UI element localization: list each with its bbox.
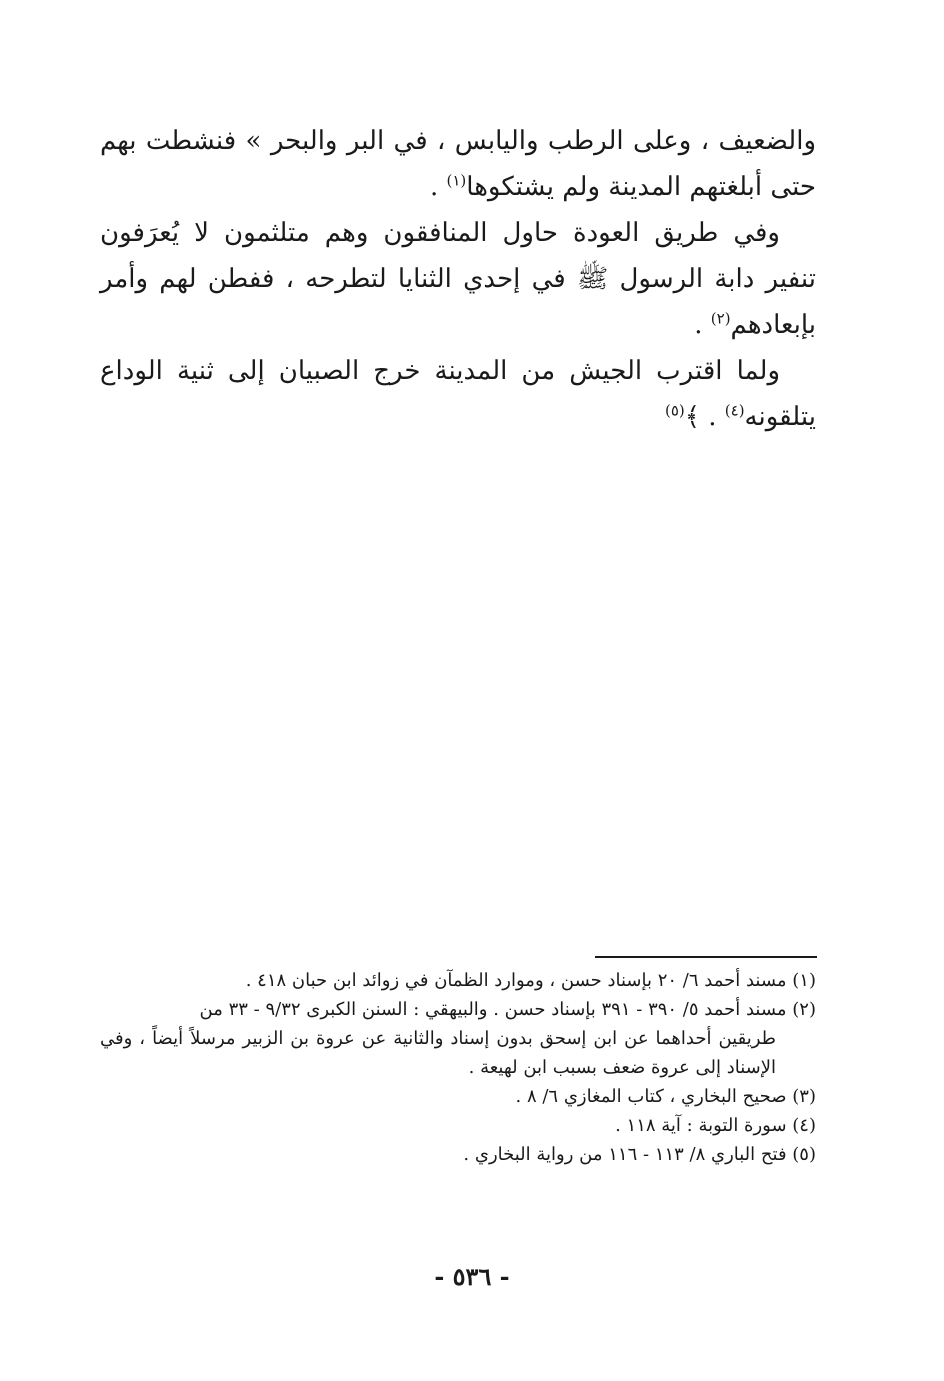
footnote-ref: (٥) <box>664 401 685 420</box>
paragraph: وفي طريق العودة حاول المنافقون وهم متلثمون لا يُعرَفون تنفير دابة الرسول ﷺ في إحدي الثنايا لتطرحه ، ففطن لهم وأمر بإبعادهم$^{(٢)}$ . <box>100 218 816 340</box>
footnote-ref: (٢) <box>710 309 731 328</box>
page-number: - ٥٣٦ - <box>434 1262 510 1291</box>
footnote-ref: (١) <box>446 171 467 190</box>
footnote: (٣) صحيح البخاري ، كتاب المغازي ٦/ ٨ . <box>515 1086 816 1107</box>
footnote-ref: (٤) <box>724 401 745 420</box>
paragraph: ولما اقترب الجيش من المدينة خرج الصبيان إلى ثنية الوداع يتلقونه$^{(٤)}$ . ﴾$^{(٥)}$ <box>100 356 816 432</box>
footnote-continuation: طريقين أحداهما عن ابن إسحق بدون إسناد والثانية عن عروة بن الزبير مرسلاً أيضاً ، وفي الإسناد إلى عروة ضعف بسبب ابن لهيعة . <box>100 1028 776 1078</box>
footnote: (٥) فتح الباري ٨/ ١١٣ - ١١٦ من رواية البخاري . <box>463 1144 816 1165</box>
main-text <box>100 118 816 440</box>
body-text <box>100 118 816 440</box>
footnotes <box>100 966 816 1169</box>
footnote: (٢) مسند أحمد ٥/ ٣٩٠ - ٣٩١ بإسناد حسن . والبيهقي : السنن الكبرى ٩/٣٢ - ٣٣ من <box>199 999 816 1020</box>
footnote-divider <box>595 956 817 958</box>
paragraph: والضعيف ، وعلى الرطب واليابس ، في البر والبحر » فنشطت بهم حتى أبلغتهم المدينة ولم يشتكوها$^{(١)}$ . <box>100 126 817 202</box>
footnote: (١) مسند أحمد ٦/ ٢٠ بإسناد حسن ، وموارد الظمآن في زوائد ابن حبان ٤١٨ . <box>245 970 816 991</box>
footnote: (٤) سورة التوبة : آية ١١٨ . <box>615 1115 816 1136</box>
